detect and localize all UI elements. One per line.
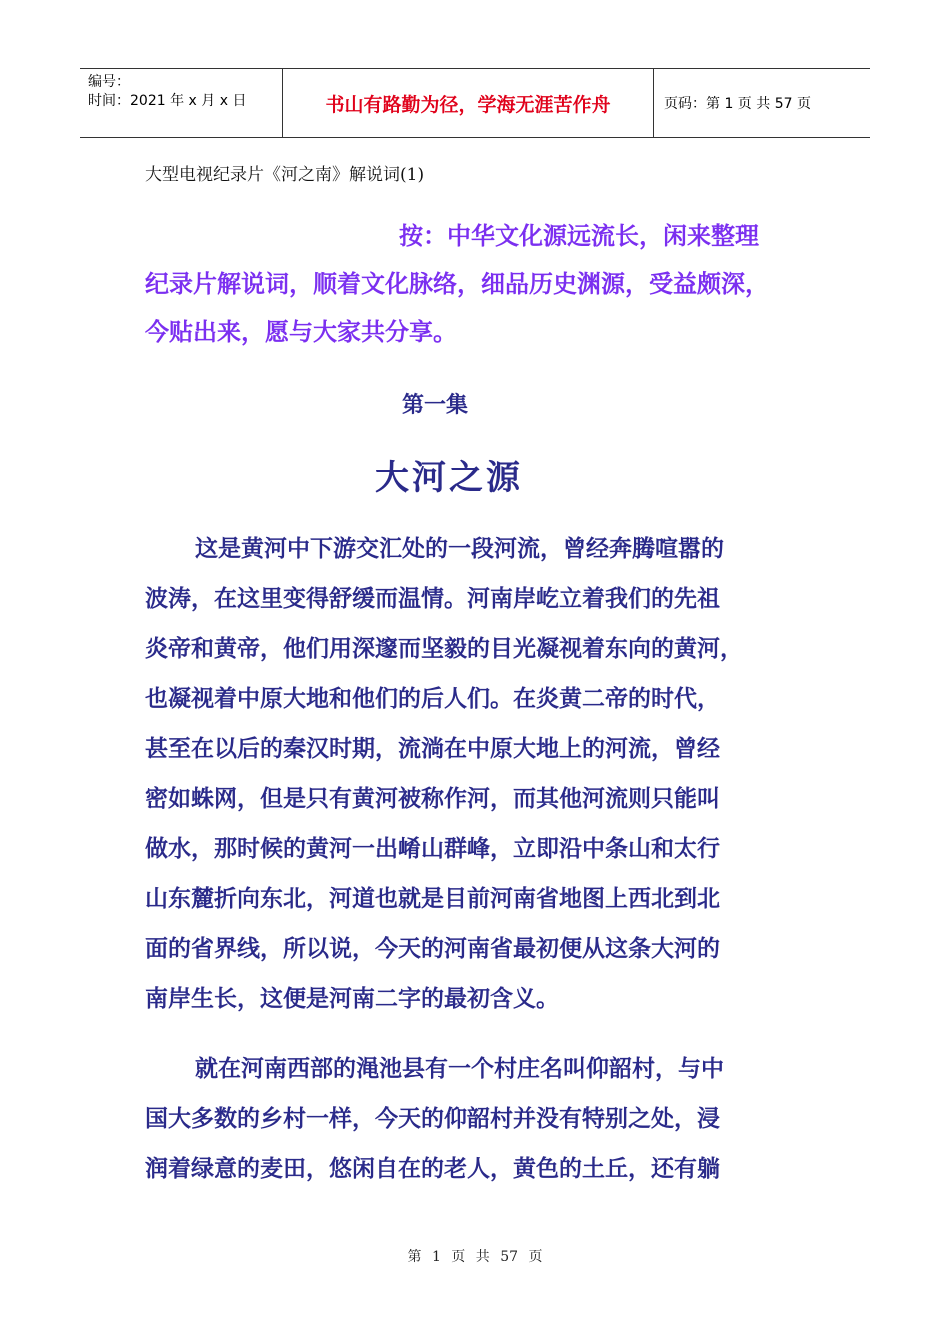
text-line: 密如蛛网，但是只有黄河被称作河，而其他河流则只能叫 xyxy=(145,785,720,812)
note-line: 今贴出来，愿与大家共分享。 xyxy=(145,318,457,346)
text-line: 南岸生长，这便是河南二字的最初含义。 xyxy=(145,985,559,1012)
text-line: 这是黄河中下游交汇处的一段河流，曾经奔腾喧嚣的 xyxy=(195,535,724,562)
text-line: 甚至在以后的秦汉时期，流淌在中原大地上的河流，曾经 xyxy=(145,735,720,762)
note-line: 纪录片解说词，顺着文化脉络，细品历史渊源，受益颇深， xyxy=(145,270,769,298)
paragraph-1 xyxy=(145,524,825,1024)
header-meta xyxy=(80,69,282,137)
header-page-info: 页码：第 1 页 共 57 页 xyxy=(664,96,811,112)
text-line: 面的省界线，所以说，今天的河南省最初便从这条大河的 xyxy=(145,935,720,962)
note-line: 按：中华文化源远流长，闲来整理 xyxy=(399,222,759,250)
number-label: 编号： xyxy=(88,74,130,90)
text-line: 炎帝和黄帝，他们用深邃而坚毅的目光凝视着东向的黄河， xyxy=(145,635,743,662)
header-motto: 书山有路勤为径，学海无涯苦作舟 xyxy=(282,69,654,137)
page-footer: 第 1 页 共 57 页 xyxy=(407,1249,543,1265)
document-title: 大型电视纪录片《河之南》解说词(1) xyxy=(145,165,425,185)
time-label: 时间：2021 年 x 月 x 日 xyxy=(88,93,247,109)
text-line: 做水，那时候的黄河一出崤山群峰，立即沿中条山和太行 xyxy=(145,835,720,862)
text-line: 山东麓折向东北，河道也就是目前河南省地图上西北到北 xyxy=(145,885,720,912)
text-line: 国大多数的乡村一样，今天的仰韶村并没有特别之处，浸 xyxy=(145,1105,720,1132)
text-line: 也凝视着中原大地和他们的后人们。在炎黄二帝的时代， xyxy=(145,685,720,712)
text-line: 波涛，在这里变得舒缓而温情。河南岸屹立着我们的先祖 xyxy=(145,585,720,612)
page-header xyxy=(80,68,870,138)
text-line: 就在河南西部的渑池县有一个村庄名叫仰韶村，与中 xyxy=(195,1055,724,1082)
paragraph-2 xyxy=(145,1044,825,1194)
editor-note xyxy=(145,212,815,356)
episode-heading: 第一集 xyxy=(401,393,468,418)
text-line: 润着绿意的麦田，悠闲自在的老人，黄色的土丘，还有躺 xyxy=(145,1155,720,1182)
chapter-title: 大河之源 xyxy=(375,458,523,498)
